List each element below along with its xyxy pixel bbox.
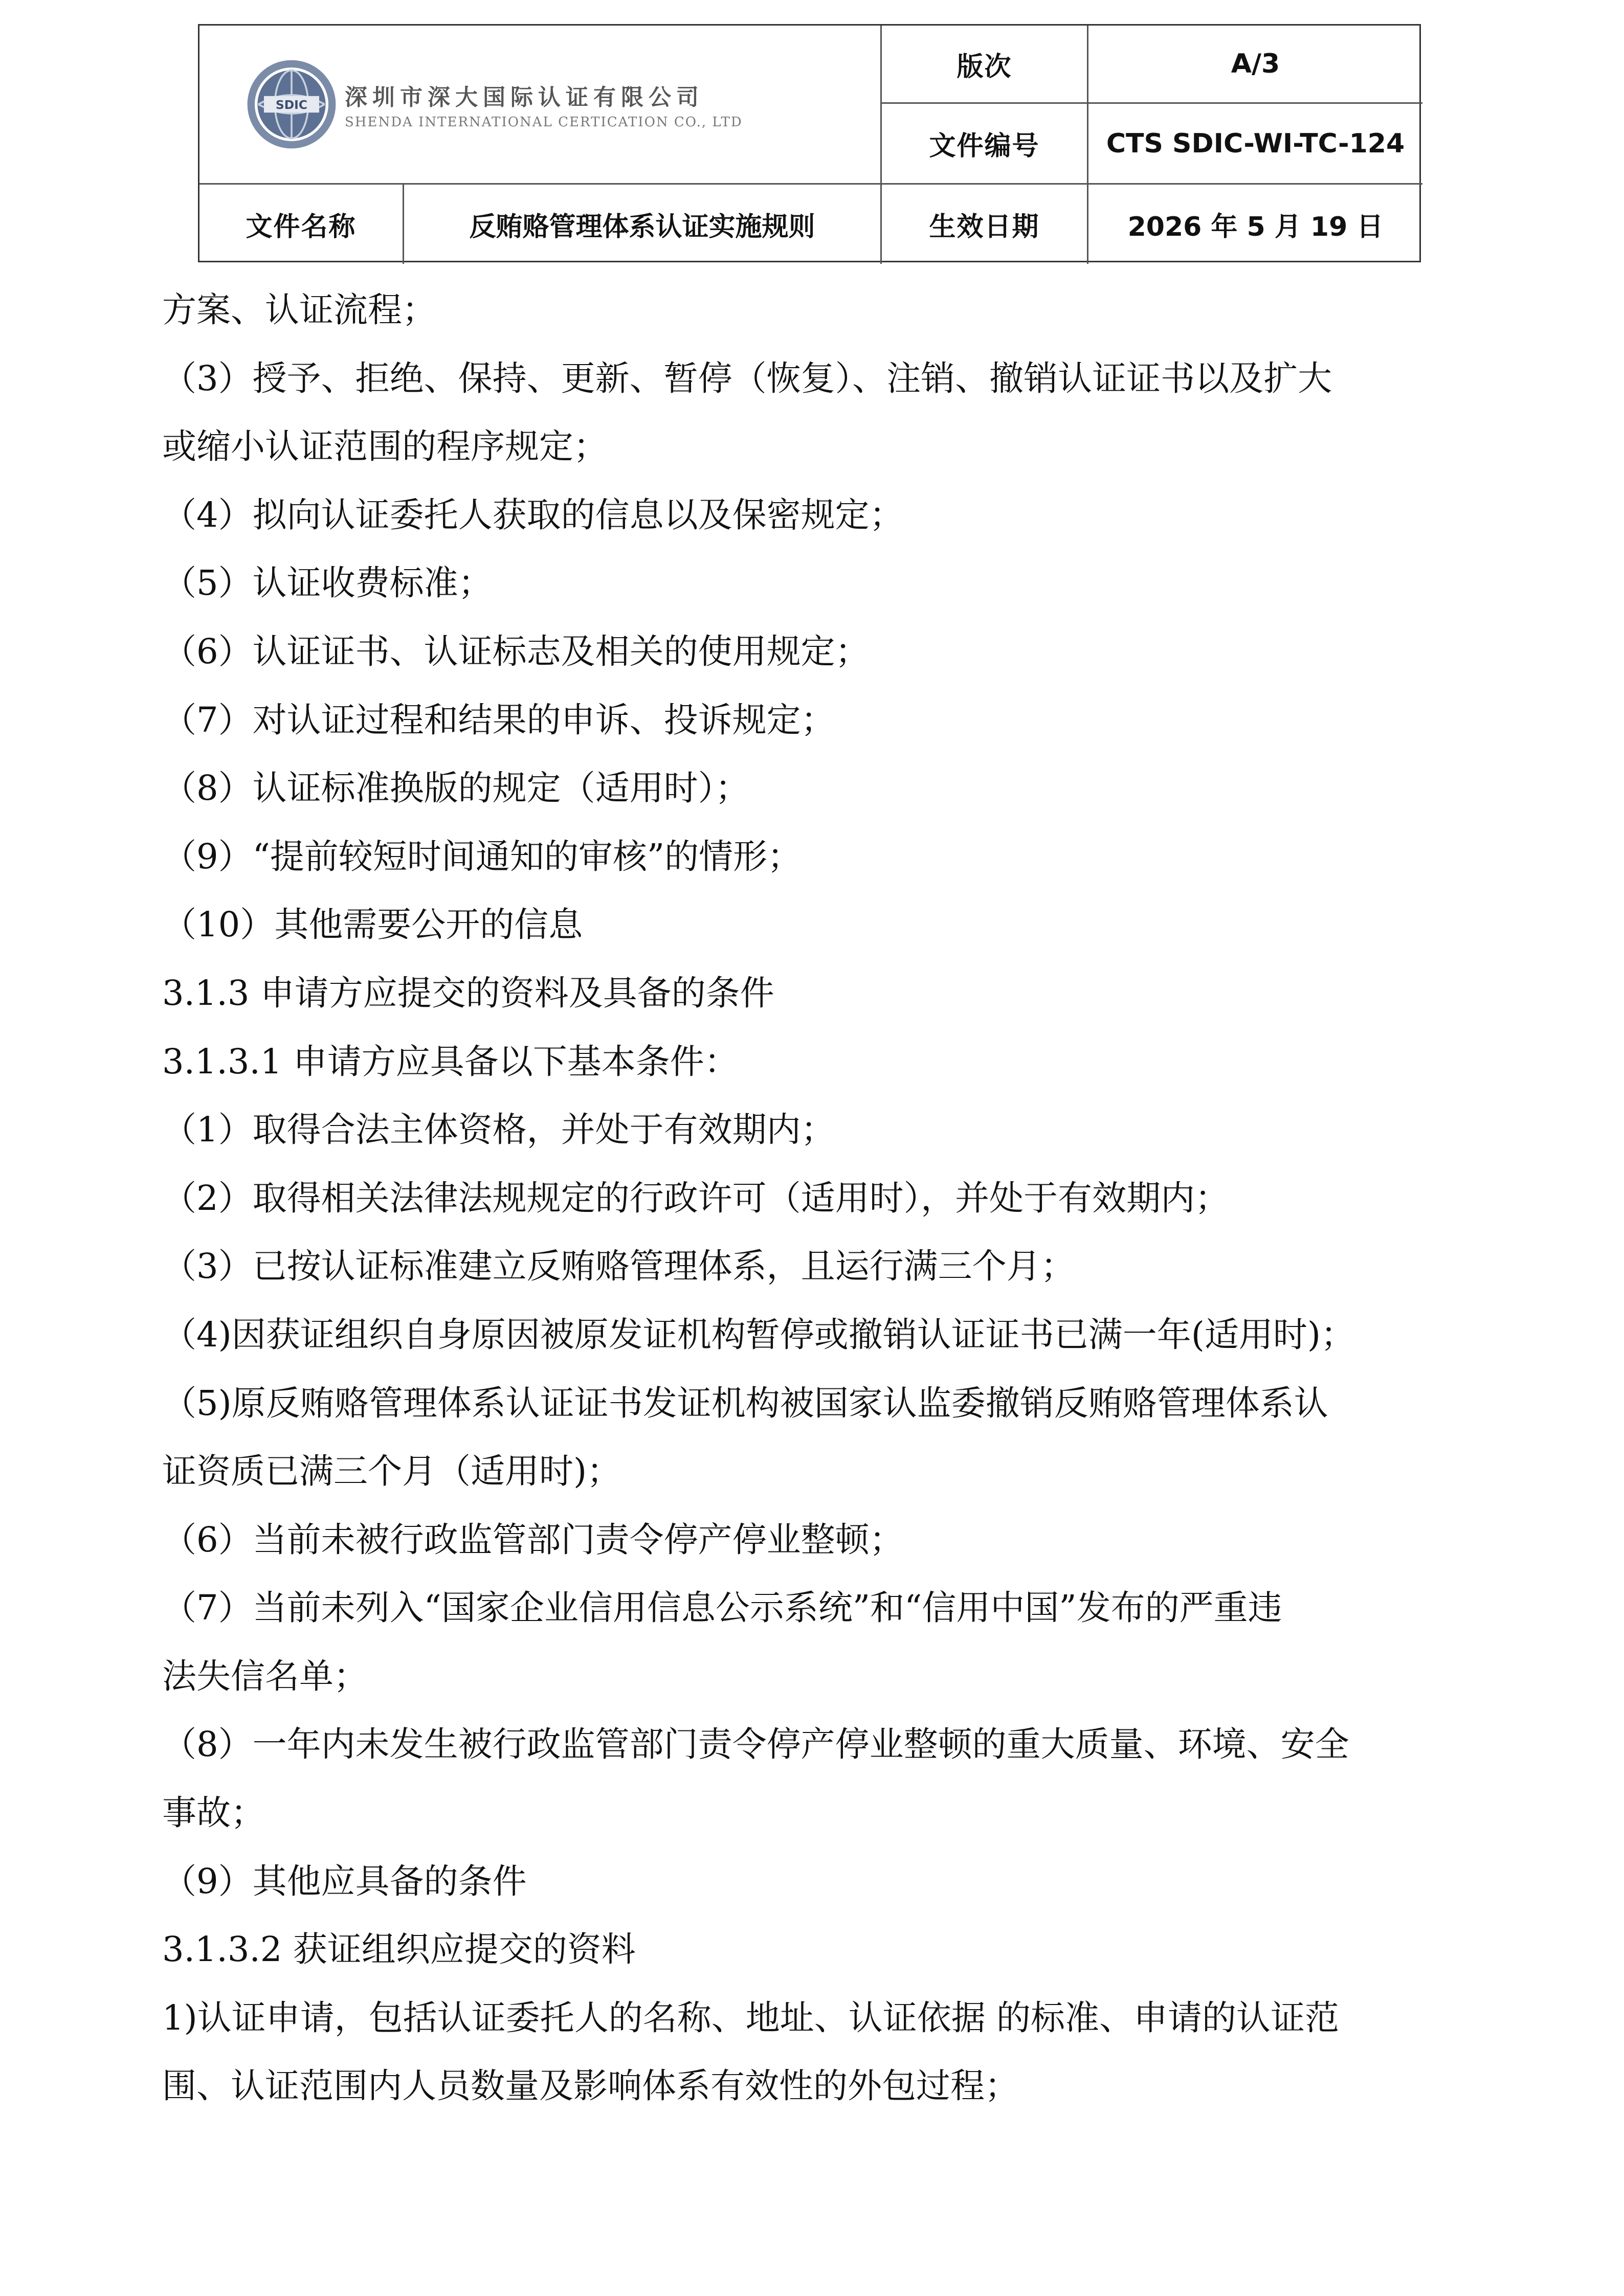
body-line: （9）其他应具备的条件: [162, 1861, 527, 1901]
body-line: （6）认证证书、认证标志及相关的使用规定；: [162, 631, 870, 671]
body-line: 法失信名单；: [162, 1656, 368, 1696]
document-number-value: CTS SDIC-WI-TC-124: [1106, 128, 1405, 159]
effective-date-label: 生效日期: [929, 212, 1040, 242]
body-line: （5)原反贿赂管理体系认证证书发证机构被国家认监委撤销反贿赂管理体系认: [162, 1383, 1328, 1423]
version-value: A/3: [1231, 49, 1280, 79]
body-line: （7）当前未列入“国家企业信用信息公示系统”和“信用中国”发布的严重违: [162, 1588, 1282, 1628]
document-number-label: 文件编号: [929, 131, 1040, 162]
document-body: [162, 276, 1482, 2121]
body-line: （2）取得相关法律法规规定的行政许可（适用时），并处于有效期内；: [162, 1178, 1230, 1218]
body-line: （1）取得合法主体资格，并处于有效期内；: [162, 1110, 835, 1150]
body-line: （4）拟向认证委托人获取的信息以及保密规定；: [162, 494, 904, 535]
body-line: （7）对认证过程和结果的申诉、投诉规定；: [162, 700, 835, 740]
document-header-table: [198, 24, 1421, 262]
company-name-en: SHENDA INTERNATIONAL CERTICATION CO., LTD: [345, 115, 743, 130]
body-line: 方案、认证流程；: [162, 290, 436, 330]
body-line: 证资质已满三个月（适用时)；: [162, 1451, 621, 1492]
body-line: （8）一年内未发生被行政监管部门责令停产停业整顿的重大质量、环境、安全: [162, 1724, 1349, 1765]
section-heading: 3.1.3.1 申请方应具备以下基本条件：: [162, 1041, 739, 1082]
body-line: （9）“提前较短时间通知的审核”的情形；: [162, 836, 802, 876]
body-line: 或缩小认证范围的程序规定；: [162, 426, 608, 467]
body-line: （4)因获证组织自身原因被原发证机构暂停或撤销认证证书已满一年(适用时)；: [162, 1314, 1355, 1355]
company-logo-cell: [199, 26, 880, 183]
section-heading: 3.1.3.2 获证组织应提交的资料: [162, 1929, 636, 1970]
body-line: 围、认证范围内人员数量及影响体系有效性的外包过程；: [162, 2066, 1019, 2106]
company-name-cn: 深圳市深大国际认证有限公司: [345, 84, 704, 110]
body-line: （8）认证标准换版的规定（适用时）；: [162, 768, 750, 808]
body-line: （3）授予、拒绝、保持、更新、暂停（恢复）、注销、撤销认证证书以及扩大: [162, 358, 1332, 398]
section-heading: 3.1.3 申请方应提交的资料及具备的条件: [162, 973, 774, 1013]
body-line: 事故；: [162, 1793, 265, 1833]
effective-date-value: 2026 年 5 月 19 日: [1127, 212, 1384, 242]
body-line: （10）其他需要公开的信息: [162, 905, 583, 945]
body-line: （5）认证收费标准；: [162, 563, 493, 603]
document-name-value: 反贿赂管理体系认证实施规则: [469, 212, 815, 242]
body-line: 1)认证申请，包括认证委托人的名称、地址、认证依据 的标准、申请的认证范: [162, 1997, 1340, 2038]
version-label: 版次: [956, 51, 1012, 82]
body-line: （6）当前未被行政监管部门责令停产停业整顿；: [162, 1519, 904, 1560]
body-line: （3）已按认证标准建立反贿赂管理体系，且运行满三个月；: [162, 1246, 1075, 1287]
document-name-label: 文件名称: [246, 212, 357, 242]
svg-text:SDIC: SDIC: [275, 98, 308, 112]
globe-logo-icon: [246, 58, 338, 150]
